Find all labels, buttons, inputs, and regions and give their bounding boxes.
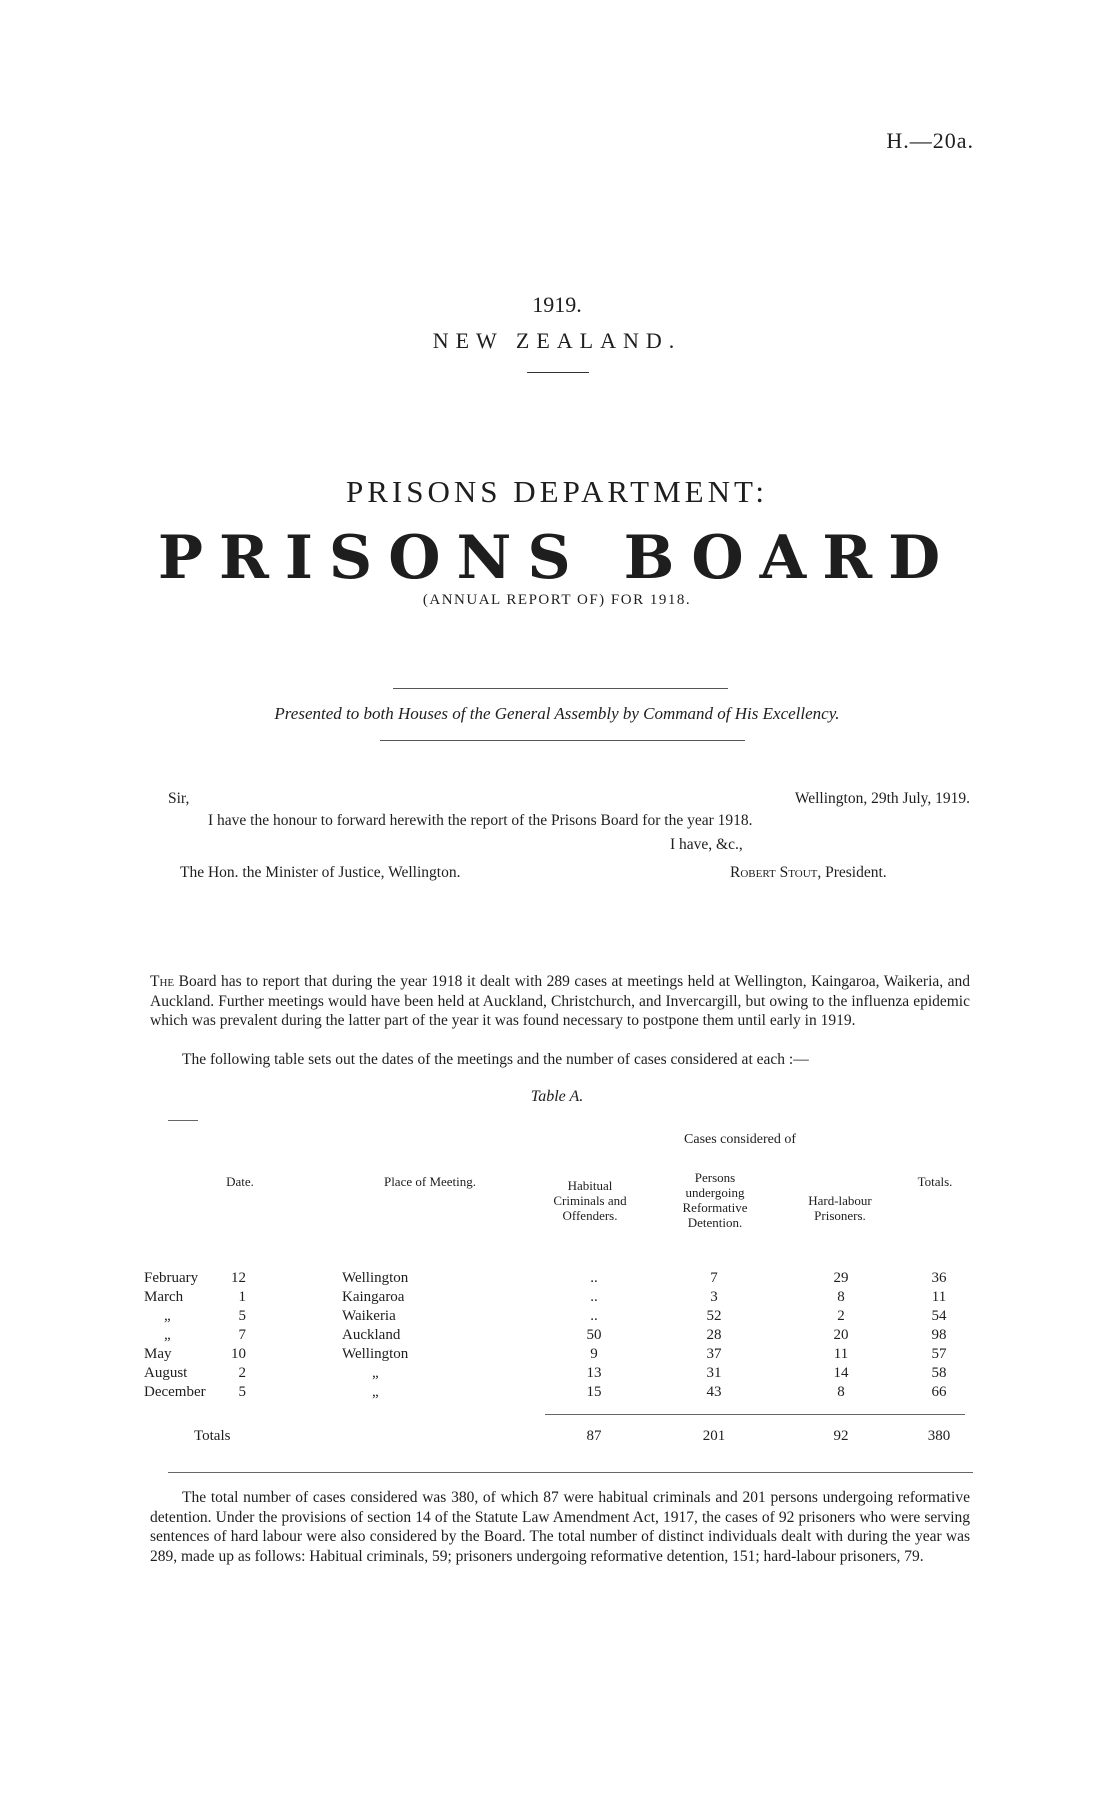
table-row: „ 7 Auckland 50 28 20 98 [164, 1327, 947, 1343]
table-header-habitual: Habitual Criminals and Offenders. [553, 1178, 627, 1223]
table-row: May 10 Wellington 9 37 11 57 [144, 1346, 947, 1362]
table-group-header: Cases considered of [684, 1132, 796, 1147]
table-totals-row: Totals 87 201 92 380 [194, 1428, 951, 1444]
table-header-reformative: Persons undergoing Reformative Detention. [682, 1170, 748, 1230]
table-caption: Table A. [530, 1088, 584, 1105]
document-reference: H.—20a. [886, 128, 974, 153]
table-row: February 12 Wellington .. 7 29 36 [144, 1270, 947, 1286]
letter-signature [730, 864, 887, 882]
paragraph-text: The total number of cases considered was 380, of which 87 were habitual criminals and 201 persons undergoing reformative detention. Under the provisions of section 14 of the Statute Law Amendment Act, 1917, the cases of 92 prisoners who were serving sentences of hard labour were also considered by the Board. The total number of distinct individuals dealt with during the year was 289, made up as follows: Habitual criminals, 59; prisoners undergoing reformative detention, 151; hard-labour prisoners, 79. [150, 1489, 970, 1565]
letter-body: I have the honour to forward herewith the report of the Prisons Board for the year 1918. [208, 812, 753, 829]
letter-place-date: Wellington, 29th July, 1919. [794, 790, 970, 807]
paragraph-text: The following table sets out the dates of the meetings and the number of cases considered at each :— [182, 1051, 809, 1068]
table-header-date: Date. [226, 1174, 254, 1189]
table-bottom-rule [168, 1472, 973, 1473]
letter-salutation: Sir, [168, 790, 190, 807]
year: 1919. [532, 292, 582, 317]
letter-closing: I have, &c., [670, 836, 743, 853]
table-header-totals: Totals. [917, 1174, 953, 1189]
country: NEW ZEALAND. [432, 328, 682, 353]
table-row: March 1 Kaingaroa .. 3 8 11 [144, 1289, 947, 1305]
divider [545, 1414, 965, 1415]
table-row: „ 5 Waikeria .. 52 2 54 [164, 1308, 947, 1324]
paragraph-text: Board has to report that during the year 1918 it dealt with 289 cases at meetings held at Wellington, Kaingaroa, Waikeria, and Auckland. Further meetings would have been held at Auckland, Christchurch, and Invercargill, but owing to the influenza epidemic which was prevalent during the latter part of the year it was found necessary to postpone them until early in 1919. [150, 973, 970, 1029]
report-subtitle: (ANNUAL REPORT OF) FOR 1918. [422, 592, 692, 608]
presented-line: Presented to both Houses of the General Assembly by Command of His Excellency. [274, 704, 840, 723]
report-paragraph-2 [150, 1050, 970, 1070]
divider [393, 688, 728, 689]
divider [527, 372, 589, 373]
divider [380, 740, 745, 741]
table-row: December 5 „ 15 43 8 66 [144, 1384, 947, 1400]
table-header-hard-labour: Hard-labour Prisoners. [808, 1193, 872, 1223]
signatory-title: , President. [817, 864, 887, 881]
divider [168, 1120, 198, 1121]
table-body [144, 1270, 974, 1403]
report-paragraph-1 [150, 972, 970, 1031]
table-header-place: Place of Meeting. [383, 1174, 477, 1189]
table-row: August 2 „ 13 31 14 58 [144, 1365, 947, 1381]
paragraph-lead: The [150, 973, 175, 990]
letter-addressee: The Hon. the Minister of Justice, Wellington. [180, 864, 461, 881]
signatory-name: Robert Stout [730, 864, 818, 881]
board-title: PRISONS BOARD [157, 523, 957, 593]
department-title: PRISONS DEPARTMENT: [346, 474, 768, 509]
closing-paragraph [150, 1488, 970, 1566]
